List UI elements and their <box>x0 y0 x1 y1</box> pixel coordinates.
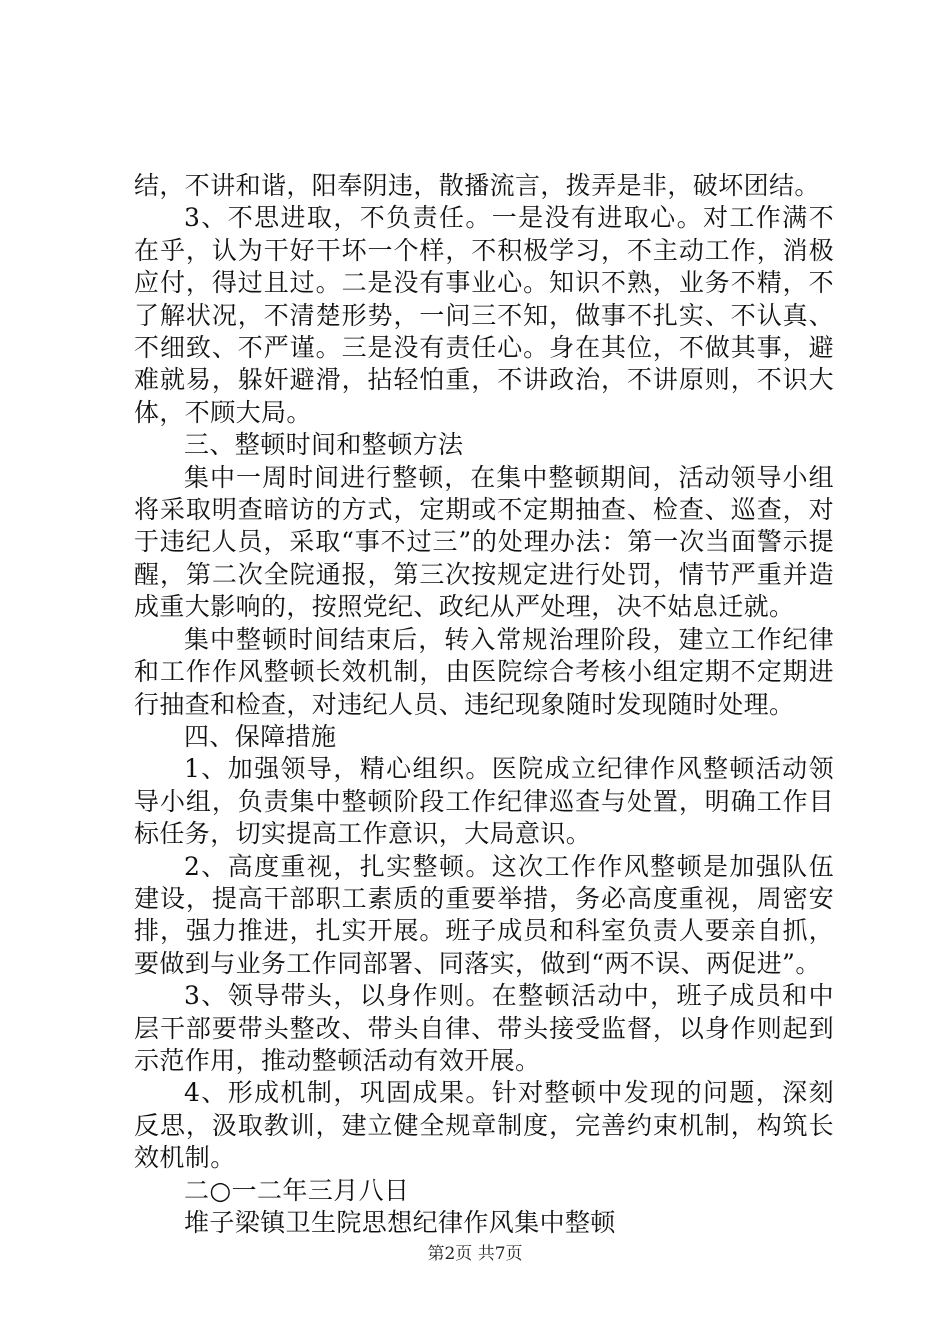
paragraph-safeguard-1: 1、加强领导，精心组织。医院成立纪律作风整顿活动领导小组，负责集中整顿阶段工作纪律巡查与处置，明确工作目标任务，切实提高工作意识，大局意识。 <box>134 754 834 849</box>
paragraph-safeguard-2: 2、高度重视，扎实整顿。这次工作作风整顿是加强队伍建设，提高干部职工素质的重要举措，务必高度重视，周密安排，强力推进，扎实开展。班子成员和科室负责人要亲自抓，要做到与业务工作同部署、同落实，做到“两不误、两促进”。 <box>134 851 834 978</box>
document-date: 二○一二年三月八日 <box>184 1175 410 1205</box>
paragraph-item-3-no-initiative: 3、不思进取，不负责任。一是没有进取心。对工作满不在乎，认为干好干坏一个样，不积极学习，不主动工作，消极应付，得过且过。二是没有事业心。知识不熟，业务不精，不了解状况，不清楚形势，一问三不知，做事不扎实、不认真、不细致、不严谨。三是没有责任心。身在其位，不做其事，避难就易，躲奸避滑，拈轻怕重，不讲政治，不讲原则，不识大体，不顾大局。 <box>134 203 834 427</box>
paragraph-continuation: 结，不讲和谐，阳奉阴违，散播流言，拨弄是非，破坏团结。 <box>134 171 820 200</box>
document-signature-title: 堆子梁镇卫生院思想纪律作风集中整顿 <box>184 1208 616 1237</box>
paragraph-concentrated-rectification: 集中一周时间进行整顿，在集中整顿期间，活动领导小组将采取明查暗访的方式，定期或不定期抽查、检查、巡查，对于违纪人员，采取“事不过三”的处理办法：第一次当面警示提醒，第二次全院通报，第三次按规定进行处罚，情节严重并造成重大影响的，按照党纪、政纪从严处理，决不姑息迁就。 <box>134 462 834 622</box>
paragraph-safeguard-4: 4、形成机制，巩固成果。针对整顿中发现的问题，深刻反思，汲取教训，建立健全规章制度，完善约束机制，构筑长效机制。 <box>134 1078 834 1173</box>
paragraph-long-term-mechanism: 集中整顿时间结束后，转入常规治理阶段，建立工作纪律和工作作风整顿长效机制，由医院综合考核小组定期不定期进行抽查和检查，对违纪人员、违纪现象随时发现随时处理。 <box>134 624 834 719</box>
section-heading-safeguards: 四、保障措施 <box>184 721 337 751</box>
paragraph-safeguard-3: 3、领导带头，以身作则。在整顿活动中，班子成员和中层干部要带头整改、带头自律、带头接受监督，以身作则起到示范作用，推动整顿活动有效开展。 <box>134 981 834 1075</box>
document-body <box>134 170 834 1239</box>
page-number-footer: 第2页 共7页 <box>427 1244 523 1264</box>
section-heading-time-and-method: 三、整顿时间和整顿方法 <box>184 430 464 460</box>
